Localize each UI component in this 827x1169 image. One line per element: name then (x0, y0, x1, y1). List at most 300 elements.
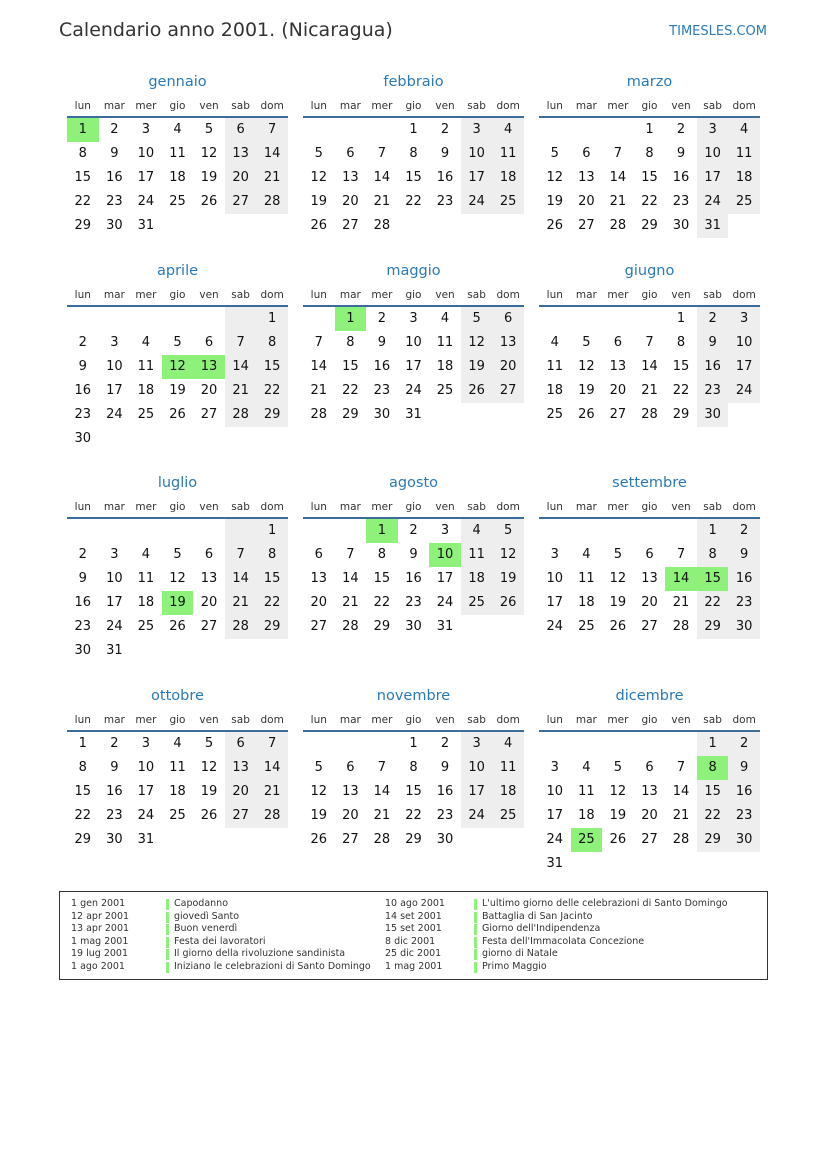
day-cell: 25 (492, 804, 524, 828)
empty-cell (461, 403, 493, 427)
day-cell: 18 (169, 784, 186, 799)
weekday-label: gio (169, 501, 186, 513)
day-cell: 5 (492, 519, 524, 543)
day-cell: 9 (110, 760, 119, 775)
day-cell: 22 (74, 808, 92, 823)
empty-cell (539, 732, 571, 756)
day-cell: 14 (225, 567, 257, 591)
month-name: luglio (157, 475, 198, 491)
day-cell: 18 (578, 595, 595, 610)
day-cell: 8 (78, 146, 87, 161)
empty-cell (492, 403, 524, 427)
day-cell: 11 (137, 571, 155, 586)
weekday-label: mer (371, 100, 393, 112)
empty-cell (193, 828, 225, 852)
weekday-header (303, 94, 524, 118)
day-cell: 16 (405, 571, 422, 586)
weekday-label: gio (405, 501, 422, 513)
day-cell: 11 (169, 146, 186, 161)
days-grid (303, 732, 524, 852)
empty-cell (130, 639, 162, 663)
day-cell: 8 (256, 543, 288, 567)
empty-cell (130, 519, 162, 543)
month-febbraio (303, 72, 524, 238)
weekday-label: ven (435, 714, 455, 726)
weekday-label: gio (169, 714, 186, 726)
empty-cell (303, 519, 335, 543)
legend-holiday-name: Giorno dell'Indipendenza (482, 923, 601, 934)
day-cell: 17 (728, 355, 760, 379)
weekday-label: mer (135, 100, 157, 112)
day-cell: 16 (436, 784, 454, 799)
day-cell: 30 (436, 832, 454, 847)
day-cell: 7 (377, 760, 387, 775)
weekday-label: dom (496, 501, 520, 513)
day-cell: 28 (641, 407, 658, 422)
weekday-label: gio (405, 100, 422, 112)
day-cell: 28 (373, 218, 391, 233)
legend-date: 14 set 2001 (385, 910, 442, 922)
days-grid (303, 519, 524, 639)
day-cell: 24 (106, 619, 123, 634)
day-cell: 3 (110, 335, 119, 350)
empty-cell (256, 427, 288, 451)
day-cell: 23 (106, 808, 123, 823)
days-grid (539, 307, 760, 427)
day-cell: 15 (74, 170, 92, 185)
legend-color-marker (474, 949, 477, 960)
days-grid (67, 118, 288, 238)
empty-cell (303, 307, 335, 331)
empty-cell (728, 403, 760, 427)
month-marzo (539, 72, 760, 238)
day-cell: 11 (492, 756, 524, 780)
day-cell: 27 (492, 379, 524, 403)
day-cell: 23 (74, 407, 92, 422)
day-cell: 29 (672, 407, 690, 422)
legend-holiday-name: Festa dell'Immacolata Concezione (482, 935, 645, 947)
day-cell: 8 (377, 547, 387, 562)
legend-color-marker (474, 912, 477, 923)
day-cell: 10 (106, 359, 123, 374)
empty-cell (539, 307, 571, 331)
day-cell: 29 (342, 407, 359, 422)
weekday-label: mar (339, 100, 361, 112)
day-cell: 4 (141, 547, 151, 562)
weekday-label: sab (467, 501, 486, 513)
day-cell: 15 (405, 170, 422, 185)
weekday-header (303, 708, 524, 732)
day-cell: 9 (110, 146, 119, 161)
weekday-label: dom (260, 501, 284, 513)
day-cell: 24 (461, 804, 493, 828)
day-cell: 29 (373, 619, 391, 634)
empty-cell (162, 828, 194, 852)
day-cell: 7 (377, 146, 387, 161)
legend-holiday-name: giorno di Natale (482, 948, 558, 959)
day-cell: 11 (728, 142, 760, 166)
legend-row (385, 923, 755, 936)
weekday-label: mer (607, 714, 629, 726)
day-cell: 25 (169, 808, 186, 823)
empty-cell (225, 828, 257, 852)
day-cell: 10 (461, 756, 493, 780)
empty-cell (634, 307, 666, 331)
day-cell: 30 (672, 218, 690, 233)
day-cell: 1 (409, 736, 418, 751)
empty-cell (602, 307, 634, 331)
weekday-label: ven (671, 100, 691, 112)
weekday-label: mar (575, 289, 597, 301)
weekday-label: gio (641, 289, 658, 301)
day-cell: 25 (578, 619, 595, 634)
weekday-label: sab (703, 714, 722, 726)
day-cell: 4 (728, 118, 760, 142)
day-cell: 25 (492, 190, 524, 214)
day-cell: 15 (405, 784, 422, 799)
holiday-day-cell: 8 (697, 756, 729, 780)
weekday-label: ven (435, 289, 455, 301)
day-cell: 5 (461, 307, 493, 331)
day-cell: 4 (492, 118, 524, 142)
day-cell: 15 (641, 170, 658, 185)
weekday-label: mar (103, 100, 125, 112)
weekday-header (539, 283, 760, 307)
empty-cell (665, 852, 697, 876)
legend-date: 10 ago 2001 (385, 898, 445, 909)
day-cell: 18 (461, 567, 493, 591)
day-cell: 20 (310, 595, 328, 610)
day-cell: 22 (256, 591, 288, 615)
empty-cell (225, 519, 257, 543)
day-cell: 31 (436, 619, 454, 634)
empty-cell (634, 852, 666, 876)
month-settembre (539, 473, 760, 639)
legend-color-marker (474, 899, 477, 910)
day-cell: 6 (314, 547, 323, 562)
legend-holiday-name: Battaglia di San Jacinto (482, 910, 593, 922)
day-cell: 5 (550, 146, 559, 161)
day-cell: 21 (373, 194, 391, 209)
day-cell: 2 (728, 519, 760, 543)
month-name: settembre (612, 475, 687, 491)
day-cell: 30 (106, 218, 123, 233)
day-cell: 6 (645, 760, 654, 775)
day-cell: 23 (672, 194, 690, 209)
day-cell: 1 (645, 122, 654, 137)
day-cell: 10 (728, 331, 760, 355)
month-name: febbraio (383, 74, 444, 90)
day-cell: 2 (409, 523, 418, 538)
day-cell: 3 (141, 122, 151, 137)
day-cell: 15 (342, 359, 359, 374)
day-cell: 10 (137, 146, 155, 161)
day-cell: 29 (256, 403, 288, 427)
day-cell: 2 (440, 122, 450, 137)
weekday-header (303, 283, 524, 307)
day-cell: 7 (676, 547, 686, 562)
weekday-label: mar (339, 714, 361, 726)
day-cell: 8 (409, 760, 418, 775)
day-cell: 19 (546, 194, 564, 209)
legend-color-marker (166, 949, 169, 960)
weekday-label: sab (231, 289, 250, 301)
weekday-label: ven (199, 289, 219, 301)
day-cell: 26 (310, 218, 328, 233)
weekday-label: mar (339, 501, 361, 513)
day-cell: 18 (546, 383, 564, 398)
day-cell: 21 (342, 595, 359, 610)
day-cell: 20 (200, 383, 218, 398)
day-cell: 28 (256, 804, 288, 828)
day-cell: 19 (578, 383, 595, 398)
empty-cell (492, 214, 524, 238)
day-cell: 3 (440, 523, 450, 538)
day-cell: 11 (137, 359, 155, 374)
day-cell: 7 (346, 547, 355, 562)
empty-cell (162, 307, 194, 331)
day-cell: 28 (672, 619, 690, 634)
weekday-label: ven (199, 100, 219, 112)
day-cell: 17 (461, 780, 493, 804)
day-cell: 10 (697, 142, 729, 166)
day-cell: 13 (225, 142, 257, 166)
day-cell: 23 (728, 804, 760, 828)
day-cell: 21 (225, 591, 257, 615)
empty-cell (99, 519, 131, 543)
day-cell: 29 (405, 832, 422, 847)
day-cell: 25 (169, 194, 186, 209)
day-cell: 1 (256, 307, 288, 331)
legend-column (385, 898, 755, 973)
day-cell: 29 (74, 218, 92, 233)
month-name: agosto (388, 475, 439, 491)
empty-cell (303, 118, 335, 142)
day-cell: 30 (74, 643, 92, 658)
day-cell: 16 (106, 784, 123, 799)
day-cell: 18 (169, 170, 186, 185)
day-cell: 12 (200, 146, 218, 161)
day-cell: 17 (461, 166, 493, 190)
weekday-header (539, 495, 760, 519)
legend-row (385, 898, 755, 911)
day-cell: 18 (728, 166, 760, 190)
empty-cell (571, 852, 603, 876)
weekday-label: mer (607, 501, 629, 513)
brand-link[interactable]: TIMESLES.COM (669, 24, 767, 39)
day-cell: 10 (546, 784, 564, 799)
day-cell: 3 (461, 118, 493, 142)
month-gennaio (67, 72, 288, 238)
day-cell: 30 (728, 615, 760, 639)
day-cell: 28 (342, 619, 359, 634)
day-cell: 11 (492, 142, 524, 166)
day-cell: 24 (137, 808, 155, 823)
day-cell: 17 (546, 595, 564, 610)
day-cell: 3 (550, 760, 559, 775)
day-cell: 16 (697, 355, 729, 379)
day-cell: 22 (672, 383, 690, 398)
day-cell: 26 (310, 832, 328, 847)
day-cell: 20 (492, 355, 524, 379)
day-cell: 5 (613, 547, 623, 562)
day-cell: 9 (676, 146, 686, 161)
weekday-label: mar (339, 289, 361, 301)
weekday-label: sab (231, 501, 250, 513)
day-cell: 17 (697, 166, 729, 190)
day-cell: 2 (110, 122, 119, 137)
day-cell: 29 (74, 832, 92, 847)
empty-cell (602, 519, 634, 543)
day-cell: 21 (609, 194, 627, 209)
weekday-label: lun (74, 501, 91, 513)
weekday-label: mar (103, 501, 125, 513)
days-grid (303, 307, 524, 427)
month-name: ottobre (151, 688, 204, 704)
day-cell: 1 (697, 519, 729, 543)
weekday-label: mar (575, 714, 597, 726)
legend-row (385, 948, 755, 961)
day-cell: 14 (373, 170, 391, 185)
day-cell: 6 (225, 118, 257, 142)
day-cell: 23 (728, 591, 760, 615)
day-cell: 7 (645, 335, 654, 350)
day-cell: 30 (697, 403, 729, 427)
month-name: maggio (386, 263, 441, 279)
day-cell: 20 (641, 595, 658, 610)
day-cell: 24 (405, 383, 422, 398)
day-cell: 5 (173, 335, 182, 350)
day-cell: 2 (728, 732, 760, 756)
empty-cell (366, 118, 398, 142)
legend-color-marker (166, 924, 169, 935)
page-title: Calendario anno 2001. (Nicaragua) (59, 19, 393, 41)
day-cell: 23 (74, 619, 92, 634)
legend-date: 19 lug 2001 (71, 948, 128, 959)
legend-color-marker (166, 912, 169, 923)
empty-cell (634, 732, 666, 756)
weekday-label: mer (607, 100, 629, 112)
day-cell: 28 (609, 218, 627, 233)
empty-cell (492, 615, 524, 639)
day-cell: 12 (492, 543, 524, 567)
weekday-header (539, 94, 760, 118)
holiday-day-cell: 1 (335, 307, 367, 331)
holiday-day-cell: 1 (67, 118, 99, 142)
day-cell: 13 (641, 571, 658, 586)
day-cell: 16 (672, 170, 690, 185)
day-cell: 28 (225, 615, 257, 639)
holiday-day-cell: 14 (665, 567, 697, 591)
day-cell: 5 (204, 736, 214, 751)
day-cell: 10 (106, 571, 123, 586)
weekday-label: lun (546, 100, 563, 112)
day-cell: 31 (137, 832, 155, 847)
weekday-label: mar (103, 714, 125, 726)
weekday-label: lun (546, 714, 563, 726)
legend-color-marker (474, 924, 477, 935)
day-cell: 6 (346, 146, 355, 161)
weekday-label: ven (435, 501, 455, 513)
legend-date: 8 dic 2001 (385, 935, 436, 947)
empty-cell (193, 427, 225, 451)
day-cell: 25 (461, 591, 493, 615)
empty-cell (193, 519, 225, 543)
month-maggio (303, 261, 524, 427)
day-cell: 22 (641, 194, 658, 209)
day-cell: 11 (461, 543, 493, 567)
empty-cell (225, 214, 257, 238)
day-cell: 27 (200, 619, 218, 634)
day-cell: 25 (728, 190, 760, 214)
day-cell: 30 (373, 407, 391, 422)
empty-cell (571, 307, 603, 331)
weekday-label: lun (74, 100, 91, 112)
empty-cell (256, 828, 288, 852)
day-cell: 31 (697, 214, 729, 238)
day-cell: 4 (440, 311, 450, 326)
day-cell: 27 (225, 190, 257, 214)
day-cell: 29 (641, 218, 658, 233)
day-cell: 18 (578, 808, 595, 823)
day-cell: 9 (440, 146, 450, 161)
weekday-label: gio (641, 714, 658, 726)
holiday-day-cell: 10 (429, 543, 461, 567)
empty-cell (366, 732, 398, 756)
weekday-label: lun (74, 289, 91, 301)
day-cell: 3 (728, 307, 760, 331)
legend-color-marker (166, 937, 169, 948)
days-grid (539, 118, 760, 238)
weekday-label: dom (496, 714, 520, 726)
weekday-label: sab (703, 501, 722, 513)
day-cell: 16 (74, 383, 92, 398)
weekday-label: dom (732, 100, 756, 112)
day-cell: 18 (137, 383, 155, 398)
day-cell: 4 (582, 760, 591, 775)
empty-cell (602, 852, 634, 876)
day-cell: 11 (546, 359, 564, 374)
day-cell: 3 (141, 736, 151, 751)
day-cell: 7 (225, 543, 257, 567)
month-agosto (303, 473, 524, 639)
day-cell: 13 (225, 756, 257, 780)
legend-date: 1 gen 2001 (71, 898, 126, 909)
day-cell: 24 (546, 832, 564, 847)
days-grid (67, 519, 288, 663)
day-cell: 13 (342, 784, 359, 799)
day-cell: 8 (78, 760, 87, 775)
day-cell: 9 (78, 359, 87, 374)
day-cell: 25 (137, 407, 155, 422)
legend-holiday-name: Primo Maggio (482, 960, 547, 972)
empty-cell (130, 427, 162, 451)
day-cell: 14 (310, 359, 328, 374)
day-cell: 11 (436, 335, 454, 350)
day-cell: 31 (137, 218, 155, 233)
day-cell: 9 (728, 756, 760, 780)
day-cell: 6 (492, 307, 524, 331)
day-cell: 2 (377, 311, 387, 326)
day-cell: 7 (314, 335, 323, 350)
day-cell: 4 (550, 335, 559, 350)
weekday-label: lun (546, 289, 563, 301)
day-cell: 8 (645, 146, 654, 161)
day-cell: 29 (697, 615, 729, 639)
legend-date: 1 mag 2001 (385, 960, 443, 972)
weekday-label: lun (310, 100, 327, 112)
day-cell: 26 (200, 808, 218, 823)
